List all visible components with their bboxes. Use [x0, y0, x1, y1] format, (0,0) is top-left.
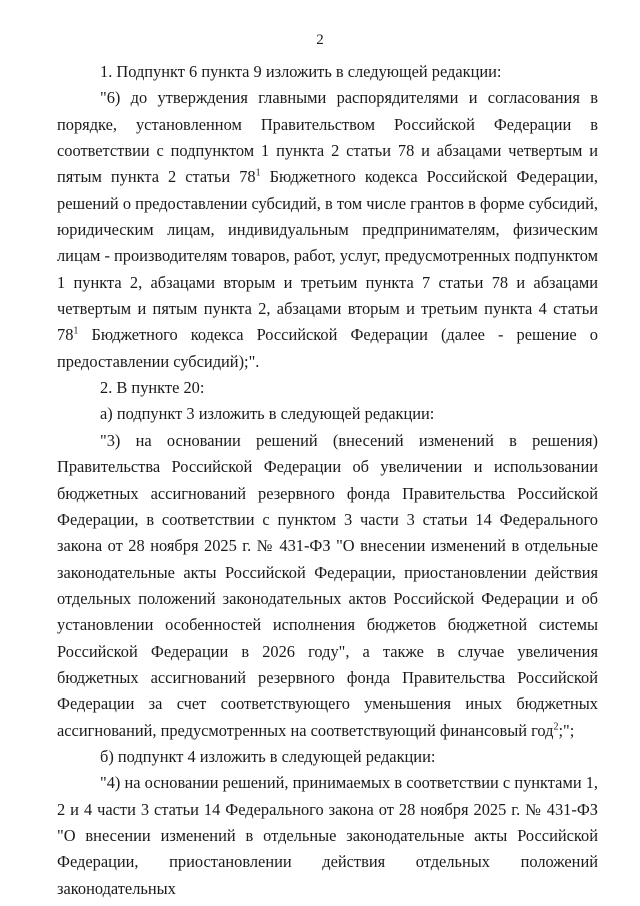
paragraph-text: 2. В пункте 20:	[100, 378, 205, 398]
superscript-index: 1	[255, 167, 261, 179]
paragraph-text: Бюджетного кодекса Российской Федерации, решений о предоставлении субсидий, в том числе грантов в форме субсидий, юридическим лицам, индивидуальным предпринимателям, физическим лицам - производителям товаров, работ, услуг, предусмотренных подпунктом 1 пункта 2, абзацами вторым и третьим пункта 7 статьи 78 и абзацами четвертым и пятым пункта 2, абзацами вторым и третьим пункта 4 статьи 78	[57, 167, 598, 345]
paragraph-text: Бюджетного кодекса Российской Федерации (далее - решение о предоставлении субсидий);".	[57, 325, 598, 371]
document-body	[57, 59, 598, 902]
footnote-marker: 2	[553, 721, 559, 733]
paragraph-amendment-1-intro	[57, 59, 598, 85]
superscript-index: 1	[73, 325, 79, 337]
paragraph-text: б) подпункт 4 изложить в следующей редакции:	[100, 746, 436, 766]
paragraph-subitem-4-text	[57, 770, 598, 902]
paragraph-text: "4) на основании решений, принимаемых в соответствии с пунктами 1, 2 и 4 части 3 статьи 14 Федерального закона от 28 ноября 2025 г. № 431-ФЗ "О внесении изменений в отдельные законодательные акты Российской Федерации, приостановлении действия отдельных положений законодательных	[57, 773, 598, 898]
paragraph-subitem-3-text	[57, 428, 598, 744]
paragraph-text: "6) до утверждения главными распорядителями и согласования в порядке, установленном Правительством Российской Федерации в соответствии с подпунктом 1 пункта 2 статьи 78 и абзацами четвертым и пятым пункта 2 статьи 78	[57, 88, 598, 187]
paragraph-subitem-6-text	[57, 85, 598, 375]
paragraph-text: а) подпункт 3 изложить в следующей редакции:	[100, 404, 435, 424]
paragraph-text: 1. Подпункт 6 пункта 9 изложить в следующей редакции:	[100, 62, 502, 81]
page-number: 2	[316, 32, 324, 48]
paragraph-subitem-a-intro	[57, 401, 598, 427]
paragraph-text: ;";	[558, 720, 575, 740]
paragraph-amendment-2-intro	[57, 375, 598, 401]
paragraph-text: "3) на основании решений (внесений изменений в решения) Правительства Российской Федерации об увеличении и использовании бюджетных ассигнований резервного фонда Правительства Российской Федерации, в соответствии с пунктом 3 части 3 статьи 14 Федерального закона от 28 ноября 2025 г. № 431-ФЗ "О внесении изменений в отдельные законодательные акты Российской Федерации, приостановлении действия отдельных положений законодательных актов Российской Федерации и об установлении особенностей исполнения бюджетов бюджетной системы Российской Федерации в 2026 году", а также в случае увеличения бюджетных ассигнований резервного фонда Правительства Российской Федерации за счет соответствующего уменьшения иных бюджетных ассигнований, предусмотренных на соответствующий финансовый год	[57, 430, 598, 740]
paragraph-subitem-b-intro	[57, 744, 598, 770]
